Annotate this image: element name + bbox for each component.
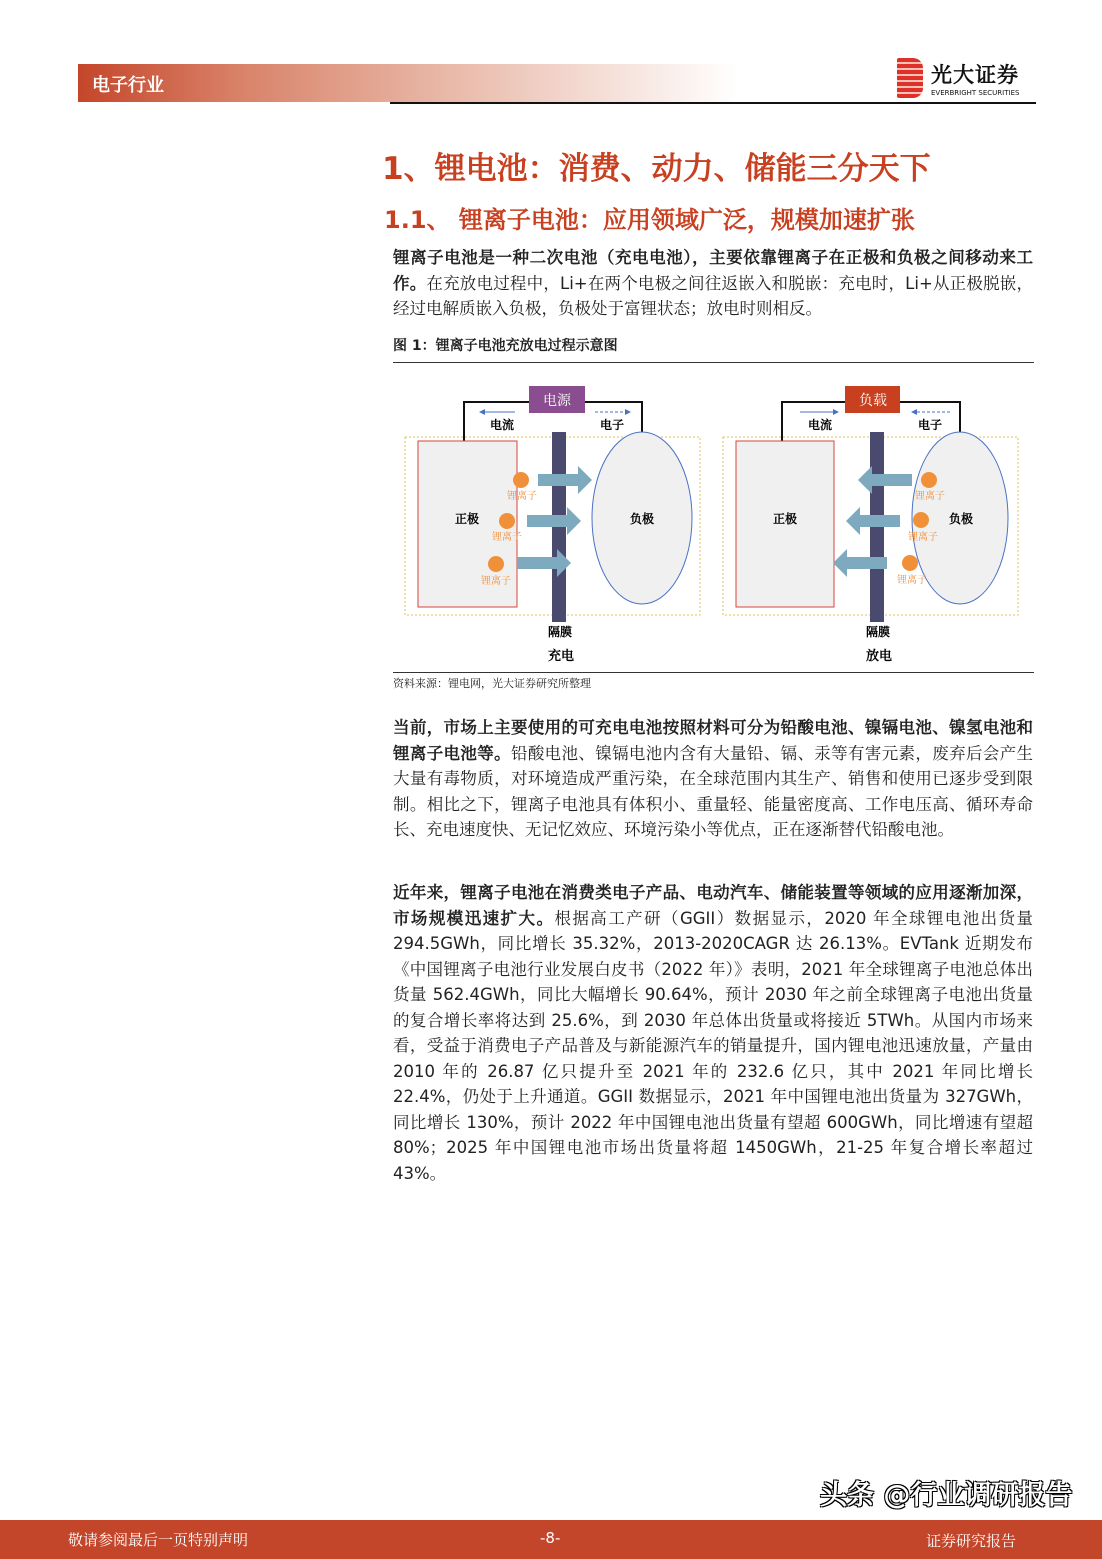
anode-label: 负极 — [948, 512, 974, 526]
electron-label: 电子 — [599, 418, 625, 432]
paragraph-3 — [393, 880, 1033, 1186]
separator-label: 隔膜 — [547, 625, 573, 639]
page-title: 1、锂电池：消费、动力、储能三分天下 — [382, 151, 931, 187]
ion-label: 锂离子 — [492, 532, 522, 543]
ion-label: 锂离子 — [507, 491, 537, 502]
current-label: 电流 — [489, 418, 515, 432]
section-label: 电子行业 — [92, 75, 164, 96]
disclaimer-link[interactable]: 敬请参阅最后一页特别声明 — [68, 1531, 249, 1549]
discharge-panel — [723, 386, 1018, 664]
figure-source: 资料来源：锂电网，光大证券研究所整理 — [393, 672, 1034, 691]
figure-title: 图 1：锂离子电池充放电过程示意图 — [393, 335, 1034, 363]
load-label: 负载 — [859, 393, 887, 409]
anode-label: 负极 — [629, 512, 655, 526]
para3-lead: 近年来，锂离子电池在消费类电子产品、电动汽车、储能装置等领域的应用逐渐加深，市场规模迅速扩大。 — [393, 883, 1033, 928]
watermark: 头条 @行业调研报告 — [820, 1480, 1073, 1511]
charge-panel — [405, 386, 700, 664]
para2-lead: 当前，市场上主要使用的可充电电池按照材料可分为铅酸电池、镍镉电池、镍氢电池和锂离子电池等。 — [393, 718, 1033, 763]
ion-label: 锂离子 — [481, 576, 511, 587]
current-label: 电流 — [807, 418, 833, 432]
power-source-label: 电源 — [543, 393, 571, 409]
battery-diagram — [0, 0, 1102, 680]
para1-lead: 锂离子电池是一种二次电池（充电电池），主要依靠锂离子在正极和负极之间移动来工作。 — [393, 248, 1033, 293]
ion-label: 锂离子 — [897, 575, 927, 586]
cathode-label: 正极 — [454, 512, 480, 526]
logo-cn: 光大证券 — [931, 63, 1019, 87]
discharge-caption: 放电 — [865, 649, 893, 664]
electron-label: 电子 — [917, 418, 943, 432]
report-type: 证券研究报告 — [926, 1532, 1017, 1550]
footer — [0, 1520, 1102, 1559]
paragraph-2 — [393, 715, 1033, 843]
para1-body: 在充放电过程中，Li+在两个电极之间往返嵌入和脱嵌：充电时，Li+从正极脱嵌，经过电解质嵌入负极，负极处于富锂状态；放电时则相反。 — [393, 273, 1033, 318]
para2-body: 铅酸电池、镍镉电池内含有大量铅、镉、汞等有害元素，废弃后会产生大量有毒物质，对环境造成严重污染，在全球范围内其生产、销售和使用已逐步受到限制。相比之下，锂离子电池具有体积小、重量轻、能量密度高、工作电压高、循环寿命长、充电速度快、无记忆效应、环境污染小等优点，正在逐渐替代铅酸电池。 — [393, 743, 1034, 839]
charge-caption: 充电 — [547, 649, 575, 664]
para3-body: 根据高工产研（GGII）数据显示，2020 年全球锂电池出货量 294.5GWh，同比增长 35.32%，2013-2020CAGR 达 26.13%。EVTank 近期发布《中国锂离子电池行业发展白皮书（2022 年）》表明，2021 年全球锂离子电池总体出货量 562.4GWh，同比大幅增长 90.64%，预计 2030 年之前全球锂离子电池出货量的复合增长率将达到 25.6%，到 2030 年总体出货量或将接近 5TWh。从国内市场来看，受益于消费电子产品普及与新能源汽车的销量提升，国内锂电池迅速放量，产量由 2010 年的 26.87 亿只提升至 2021 年的 232.6 亿只，其中 2021 年同比增长 22.4%，仍处于上升通道。GGII 数据显示，2021 年中国锂电池出货量为 327GWh，同比增长 130%，预计 2022 年中国锂电池出货量有望超 600GWh，同比增速有望超 80%；2025 年中国锂电池市场出货量将超 1450GWh，21-25 年复合增长率超过 43%。 — [393, 908, 1034, 1183]
ion-arrows-left — [833, 466, 912, 577]
cathode-label: 正极 — [772, 512, 798, 526]
separator-label: 隔膜 — [865, 625, 891, 639]
section-subtitle: 1.1、 锂离子电池：应用领域广泛，规模加速扩张 — [384, 206, 915, 234]
logo-en: EVERBRIGHT SECURITIES — [931, 89, 1020, 97]
page-number: -8- — [540, 1529, 561, 1547]
ion-label: 锂离子 — [915, 491, 945, 502]
ion-label: 锂离子 — [908, 532, 938, 543]
